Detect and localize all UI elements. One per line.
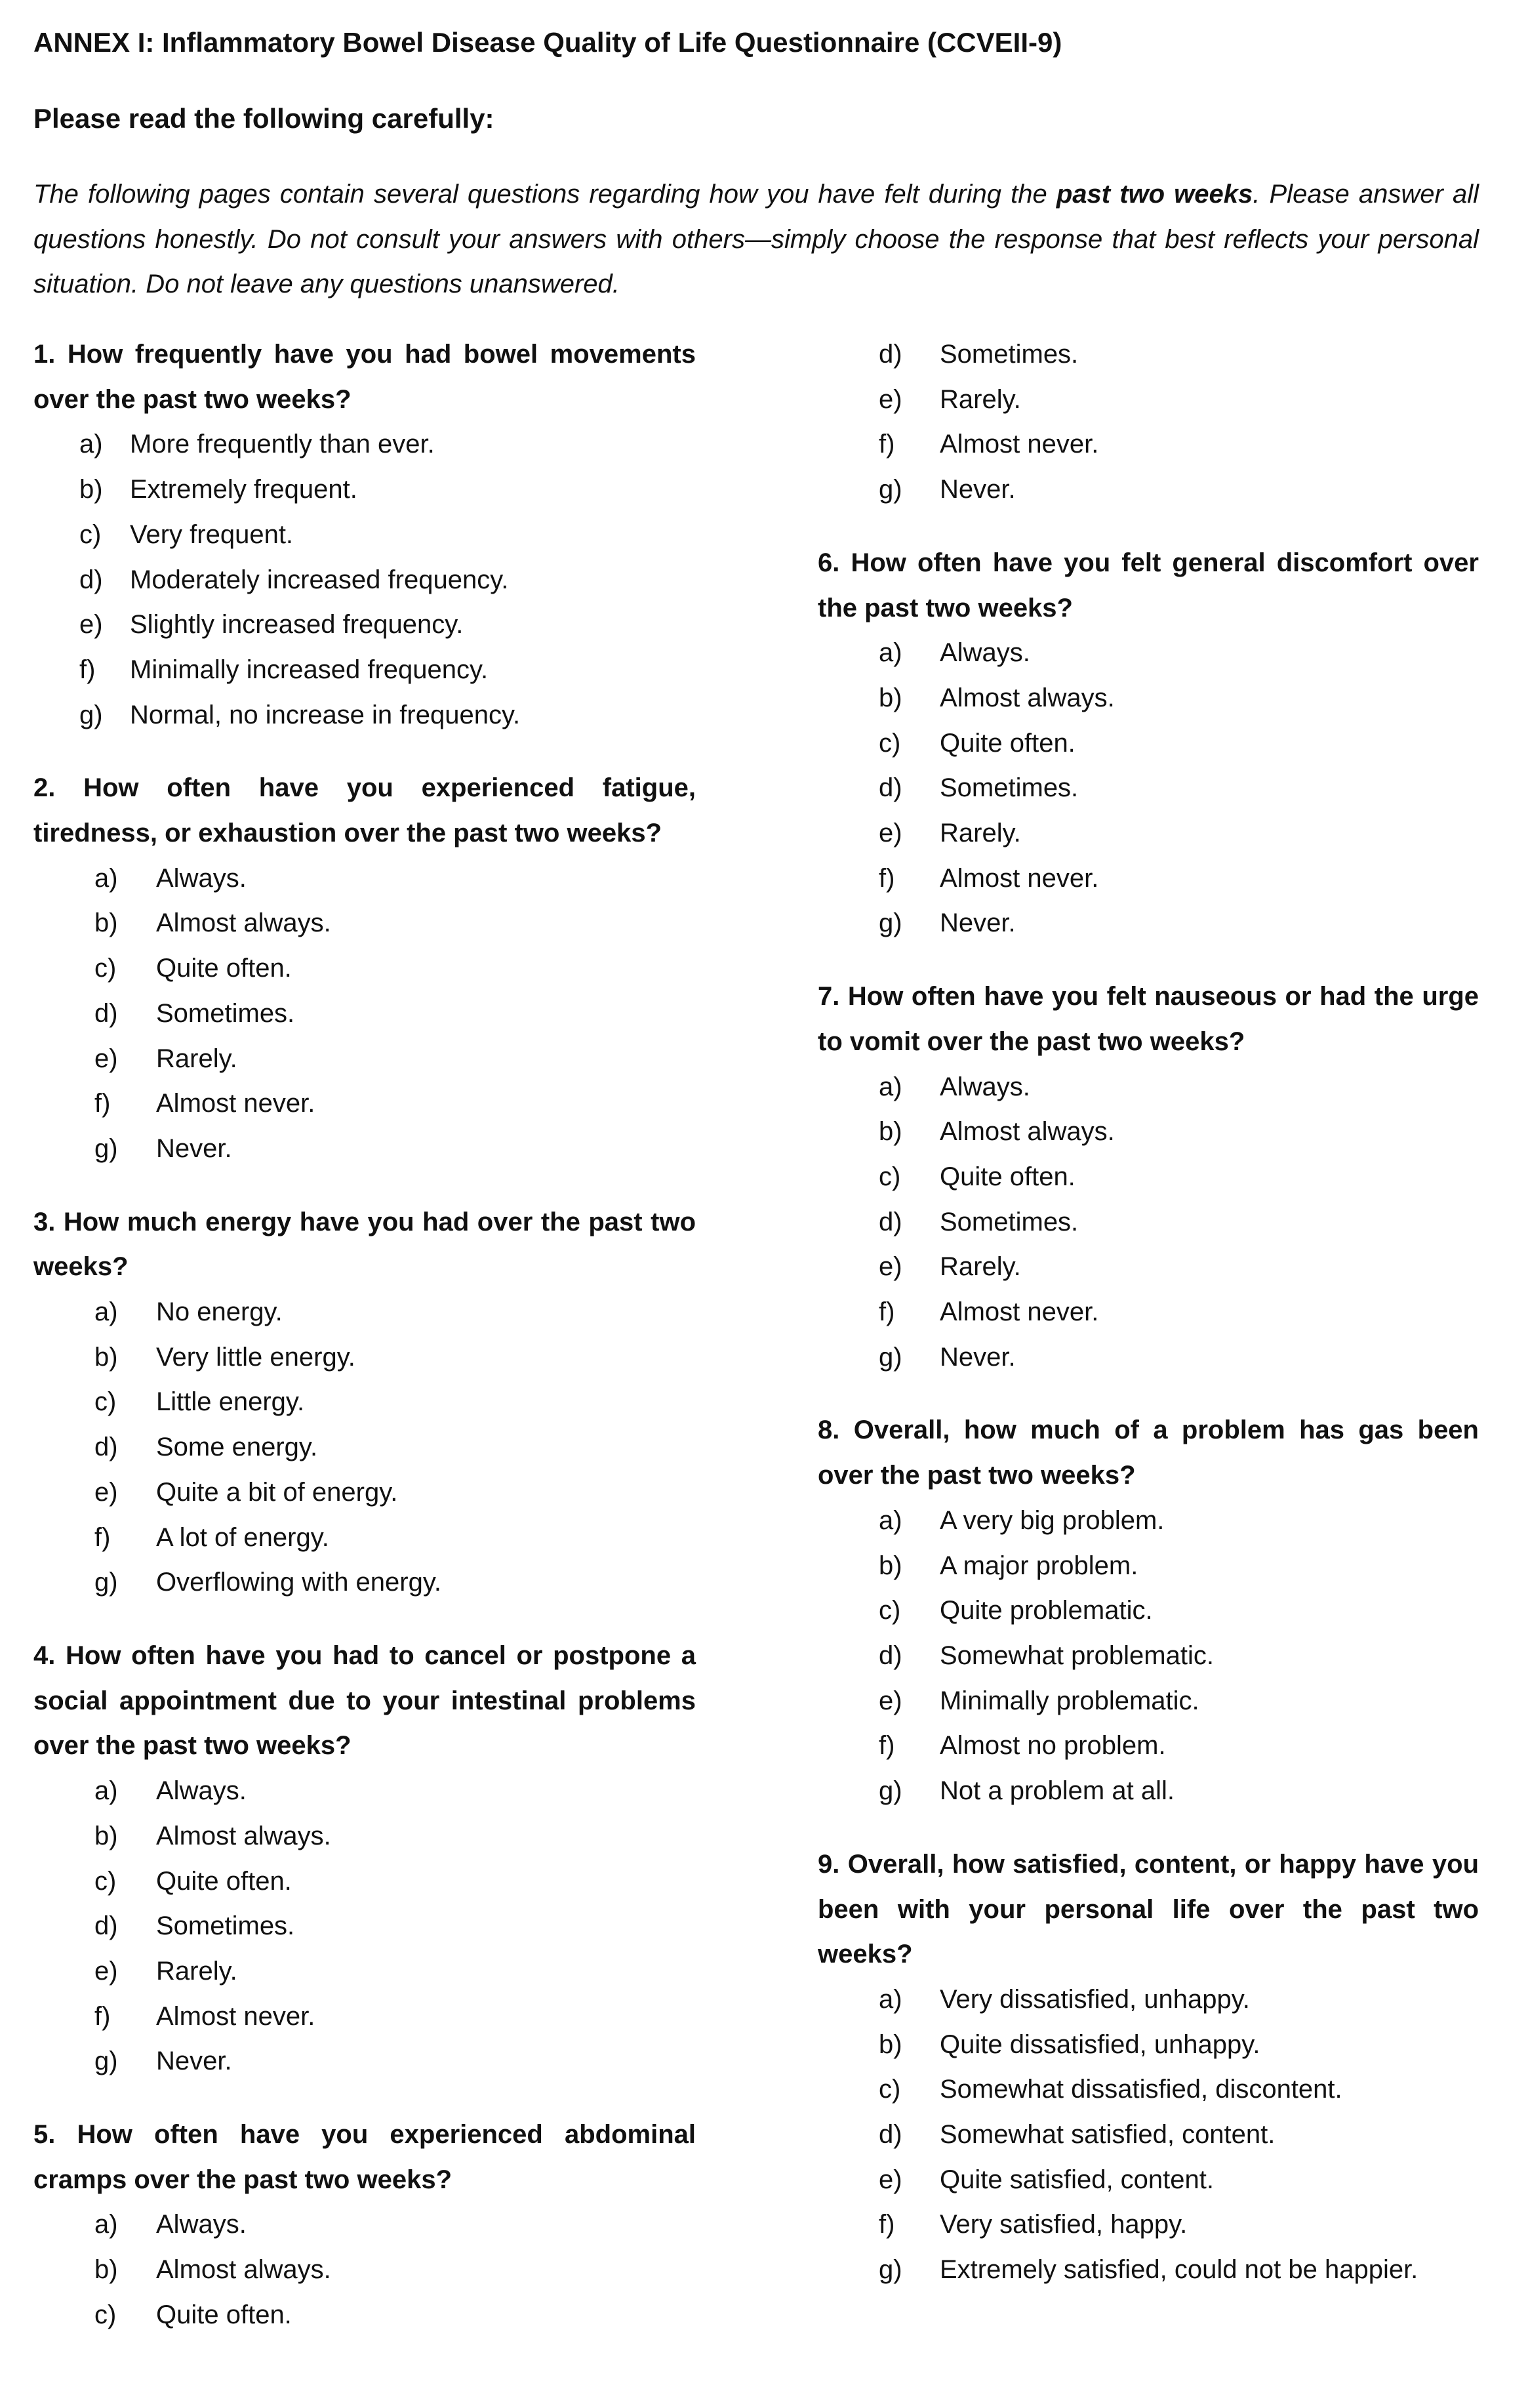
option-label: Almost no problem. xyxy=(940,1731,1166,1761)
answer-option[interactable] xyxy=(818,856,1479,901)
option-letter: c) xyxy=(94,1866,117,1896)
answer-option[interactable] xyxy=(818,1588,1479,1633)
option-label: A major problem. xyxy=(940,1551,1138,1580)
answer-option[interactable] xyxy=(33,2293,696,2338)
intro-text-end: . Please answer all questions honestly. Do not consult your answers with others—simply choose the response that best reflects your personal situation. Do not leave any questions unanswered. xyxy=(33,180,1479,299)
option-letter: c) xyxy=(879,1162,901,1191)
option-letter: c) xyxy=(79,520,102,549)
option-letter: e) xyxy=(879,1252,902,1282)
question-5 xyxy=(818,332,1479,512)
answer-option[interactable] xyxy=(818,467,1479,512)
option-label: Very dissatisfied, unhappy. xyxy=(940,1984,1250,2014)
option-label: Sometimes. xyxy=(156,998,295,1028)
option-letter: f) xyxy=(879,2210,895,2239)
answer-option[interactable] xyxy=(33,1515,696,1561)
option-label: Rarely. xyxy=(940,819,1021,848)
answer-option[interactable] xyxy=(33,2247,696,2293)
answer-option[interactable] xyxy=(818,1679,1479,1724)
answer-option[interactable] xyxy=(33,602,696,647)
option-label: Very satisfied, happy. xyxy=(940,2210,1188,2239)
option-letter: f) xyxy=(879,1297,895,1327)
option-label: Always. xyxy=(156,1776,247,1806)
question-text: 7. How often have you felt nauseous or had the urge to vomit over the past two weeks? xyxy=(818,982,1479,1056)
option-label: Sometimes. xyxy=(156,1911,295,1941)
option-letter: a) xyxy=(879,1984,902,2014)
answer-option[interactable] xyxy=(33,2202,696,2247)
option-label: More frequently than ever. xyxy=(130,430,435,459)
answer-option[interactable] xyxy=(33,467,696,512)
option-letter: d) xyxy=(879,340,902,369)
option-label: Always. xyxy=(940,638,1030,668)
option-letter: a) xyxy=(94,1297,118,1327)
option-label: Overflowing with energy. xyxy=(156,1568,441,1597)
option-letter: a) xyxy=(79,430,103,459)
answer-option[interactable] xyxy=(33,422,696,467)
question-text: 4. How often have you had to cancel or postpone a social appointment due to your intestinal problems over the past two weeks? xyxy=(33,1641,696,1761)
option-letter: b) xyxy=(879,2030,902,2059)
option-label: Extremely satisfied, could not be happier. xyxy=(940,2255,1418,2285)
question-text: 9. Overall, how satisfied, content, or happy have you been with your personal life over the past two weeks? xyxy=(818,1849,1479,1969)
answer-option[interactable] xyxy=(33,901,696,946)
question-9 xyxy=(818,1842,1479,2293)
answer-option[interactable] xyxy=(818,2247,1479,2293)
answer-option[interactable] xyxy=(33,558,696,603)
answer-option[interactable] xyxy=(818,765,1479,811)
option-letter: b) xyxy=(879,1117,902,1147)
option-letter: a) xyxy=(94,863,118,893)
answer-option[interactable] xyxy=(818,811,1479,856)
option-label: Rarely. xyxy=(940,1252,1021,1282)
answer-option[interactable] xyxy=(818,422,1479,467)
answer-option[interactable] xyxy=(33,1379,696,1425)
option-label: Quite a bit of energy. xyxy=(156,1477,398,1507)
option-label: Never. xyxy=(156,1133,232,1163)
option-letter: e) xyxy=(94,1477,118,1507)
option-label: Never. xyxy=(940,475,1016,504)
option-letter: f) xyxy=(79,655,96,684)
intro-text: The following pages contain several questions regarding how you have felt during the xyxy=(33,180,1056,209)
answer-option[interactable] xyxy=(33,1560,696,1605)
answer-option[interactable] xyxy=(33,1859,696,1904)
question-text: 5. How often have you experienced abdominal cramps over the past two weeks? xyxy=(33,2120,696,2194)
option-label: Minimally increased frequency. xyxy=(130,655,489,684)
question-2 xyxy=(33,765,696,1171)
option-letter: b) xyxy=(94,2255,118,2285)
option-label: Quite dissatisfied, unhappy. xyxy=(940,2030,1260,2059)
option-label: Extremely frequent. xyxy=(130,475,357,504)
option-letter: g) xyxy=(879,1776,902,1806)
answer-option[interactable] xyxy=(33,946,696,991)
answer-option[interactable] xyxy=(33,2039,696,2084)
option-letter: c) xyxy=(879,1596,901,1625)
option-letter: f) xyxy=(94,2001,111,2031)
instructions-paragraph xyxy=(33,172,1479,307)
option-label: Quite problematic. xyxy=(940,1596,1153,1625)
answer-option[interactable] xyxy=(818,2022,1479,2068)
answer-option[interactable] xyxy=(818,676,1479,721)
option-letter: b) xyxy=(879,683,902,712)
answer-option[interactable] xyxy=(818,1498,1479,1543)
option-label: Never. xyxy=(940,908,1016,938)
right-column xyxy=(818,332,1479,2321)
option-letter: d) xyxy=(94,1433,118,1462)
option-letter: e) xyxy=(879,384,902,414)
option-label: Not a problem at all. xyxy=(940,1776,1175,1806)
option-label: Minimally problematic. xyxy=(940,1686,1199,1715)
instructions-heading: Please read the following carefully: xyxy=(33,103,494,134)
option-label: Very little energy. xyxy=(156,1342,355,1372)
question-3 xyxy=(33,1200,696,1605)
answer-option[interactable] xyxy=(818,2067,1479,2112)
answer-option[interactable] xyxy=(33,1425,696,1470)
option-letter: a) xyxy=(879,638,902,668)
option-letter: e) xyxy=(94,1956,118,1986)
answer-option[interactable] xyxy=(818,721,1479,766)
option-letter: d) xyxy=(879,1641,902,1670)
option-label: Almost never. xyxy=(940,863,1099,893)
option-letter: c) xyxy=(94,2300,117,2329)
option-label: Almost always. xyxy=(156,1821,331,1850)
answer-option[interactable] xyxy=(818,1335,1479,1380)
option-label: Sometimes. xyxy=(940,773,1079,803)
answer-option[interactable] xyxy=(818,1633,1479,1679)
answer-option[interactable] xyxy=(818,2202,1479,2247)
option-letter: g) xyxy=(94,2047,118,2076)
question-4 xyxy=(33,1633,696,2084)
answer-option[interactable] xyxy=(818,1244,1479,1290)
option-label: Quite often. xyxy=(940,1162,1076,1191)
option-letter: g) xyxy=(879,2255,902,2285)
option-letter: a) xyxy=(879,1505,902,1535)
question-text: 6. How often have you felt general discomfort over the past two weeks? xyxy=(818,548,1479,622)
answer-option[interactable] xyxy=(818,377,1479,422)
option-letter: d) xyxy=(879,773,902,803)
option-letter: b) xyxy=(879,1551,902,1580)
option-letter: a) xyxy=(879,1072,902,1101)
answer-option[interactable] xyxy=(33,1335,696,1380)
answer-option[interactable] xyxy=(818,1065,1479,1110)
answer-option[interactable] xyxy=(33,1949,696,1994)
answer-option[interactable] xyxy=(818,1154,1479,1200)
answer-option[interactable] xyxy=(33,1814,696,1859)
question-text: 3. How much energy have you had over the past two weeks? xyxy=(33,1207,696,1282)
question-text: 1. How frequently have you had bowel movements over the past two weeks? xyxy=(33,340,696,414)
document-title: ANNEX I: Inflammatory Bowel Disease Quality of Life Questionnaire (CCVEII-9) xyxy=(33,27,1062,58)
option-letter: c) xyxy=(879,728,901,758)
answer-option[interactable] xyxy=(818,1290,1479,1335)
option-label: Little energy. xyxy=(156,1387,305,1417)
option-letter: g) xyxy=(879,908,902,938)
option-letter: f) xyxy=(879,863,895,893)
question-7 xyxy=(818,974,1479,1379)
option-label: Rarely. xyxy=(156,1956,237,1986)
option-label: Always. xyxy=(940,1072,1030,1101)
option-letter: f) xyxy=(94,1522,111,1552)
answer-option[interactable] xyxy=(33,1904,696,1949)
option-label: Sometimes. xyxy=(940,340,1079,369)
answer-option[interactable] xyxy=(33,1470,696,1515)
question-text: 2. How often have you experienced fatigue, tiredness, or exhaustion over the past two weeks? xyxy=(33,773,696,848)
answer-option[interactable] xyxy=(33,991,696,1036)
answer-option[interactable] xyxy=(818,1768,1479,1814)
option-label: Quite satisfied, content. xyxy=(940,2165,1215,2194)
option-letter: b) xyxy=(94,1342,118,1372)
answer-option[interactable] xyxy=(33,1290,696,1335)
answer-option[interactable] xyxy=(33,647,696,693)
option-label: Quite often. xyxy=(156,954,292,983)
option-letter: d) xyxy=(94,998,118,1028)
answer-option[interactable] xyxy=(33,1081,696,1126)
answer-option[interactable] xyxy=(818,2157,1479,2203)
option-label: Somewhat dissatisfied, discontent. xyxy=(940,2075,1342,2104)
question-1 xyxy=(33,332,696,737)
intro-emphasis: past two weeks xyxy=(1056,180,1253,209)
option-letter: a) xyxy=(94,2210,118,2239)
option-letter: g) xyxy=(79,700,103,729)
option-label: Some energy. xyxy=(156,1433,318,1462)
answer-option[interactable] xyxy=(818,2112,1479,2157)
option-label: Always. xyxy=(156,2210,247,2239)
answer-option[interactable] xyxy=(33,1994,696,2039)
option-label: Somewhat problematic. xyxy=(940,1641,1214,1670)
answer-option[interactable] xyxy=(818,901,1479,946)
answer-option[interactable] xyxy=(818,1200,1479,1245)
answer-option[interactable] xyxy=(33,512,696,558)
option-letter: c) xyxy=(94,1387,117,1417)
answer-option[interactable] xyxy=(33,1036,696,1082)
option-label: Almost always. xyxy=(940,1117,1115,1147)
question-8 xyxy=(818,1408,1479,1813)
option-letter: g) xyxy=(879,1342,902,1372)
option-label: Almost always. xyxy=(940,683,1115,712)
option-label: Never. xyxy=(156,2047,232,2076)
option-letter: e) xyxy=(879,819,902,848)
answer-option[interactable] xyxy=(33,1768,696,1814)
option-label: A lot of energy. xyxy=(156,1522,329,1552)
answer-option[interactable] xyxy=(818,630,1479,676)
option-label: Rarely. xyxy=(940,384,1021,414)
option-letter: d) xyxy=(879,1207,902,1236)
option-label: Never. xyxy=(940,1342,1016,1372)
option-label: Almost never. xyxy=(156,2001,315,2031)
option-label: Sometimes. xyxy=(940,1207,1079,1236)
option-label: Very frequent. xyxy=(130,520,294,549)
option-letter: e) xyxy=(879,1686,902,1715)
question-5 xyxy=(33,2112,696,2338)
option-letter: f) xyxy=(879,430,895,459)
option-letter: d) xyxy=(879,2120,902,2150)
option-letter: b) xyxy=(94,908,118,938)
option-label: Almost always. xyxy=(156,908,331,938)
option-letter: e) xyxy=(79,610,103,640)
answer-option[interactable] xyxy=(818,1977,1479,2022)
option-label: Slightly increased frequency. xyxy=(130,610,464,640)
option-letter: c) xyxy=(94,954,117,983)
option-letter: b) xyxy=(94,1821,118,1850)
option-letter: d) xyxy=(94,1911,118,1941)
option-label: Almost always. xyxy=(156,2255,331,2285)
left-column xyxy=(33,332,696,2366)
option-label: Moderately increased frequency. xyxy=(130,565,509,594)
option-label: Somewhat satisfied, content. xyxy=(940,2120,1276,2150)
option-label: Quite often. xyxy=(156,1866,292,1896)
option-label: Rarely. xyxy=(156,1044,237,1073)
option-letter: e) xyxy=(94,1044,118,1073)
answer-option[interactable] xyxy=(33,693,696,738)
option-label: Quite often. xyxy=(156,2300,292,2329)
option-label: Always. xyxy=(156,863,247,893)
option-label: Normal, no increase in frequency. xyxy=(130,700,521,729)
answer-option[interactable] xyxy=(33,1126,696,1172)
option-letter: a) xyxy=(94,1776,118,1806)
option-label: No energy. xyxy=(156,1297,283,1327)
answer-option[interactable] xyxy=(818,1109,1479,1154)
option-label: Almost never. xyxy=(940,1297,1099,1327)
option-letter: b) xyxy=(79,475,103,504)
answer-option[interactable] xyxy=(33,856,696,901)
option-label: A very big problem. xyxy=(940,1505,1165,1535)
option-letter: g) xyxy=(94,1133,118,1163)
answer-option[interactable] xyxy=(818,332,1479,377)
option-letter: g) xyxy=(94,1568,118,1597)
option-letter: c) xyxy=(879,2075,901,2104)
option-letter: d) xyxy=(79,565,103,594)
question-6 xyxy=(818,541,1479,946)
option-label: Quite often. xyxy=(940,728,1076,758)
option-letter: e) xyxy=(879,2165,902,2194)
question-text: 8. Overall, how much of a problem has gas been over the past two weeks? xyxy=(818,1416,1479,1490)
answer-option[interactable] xyxy=(818,1723,1479,1768)
option-letter: f) xyxy=(879,1731,895,1761)
option-label: Almost never. xyxy=(156,1089,315,1118)
option-label: Almost never. xyxy=(940,430,1099,459)
option-letter: g) xyxy=(879,475,902,504)
option-letter: f) xyxy=(94,1089,111,1118)
answer-option[interactable] xyxy=(818,1543,1479,1589)
